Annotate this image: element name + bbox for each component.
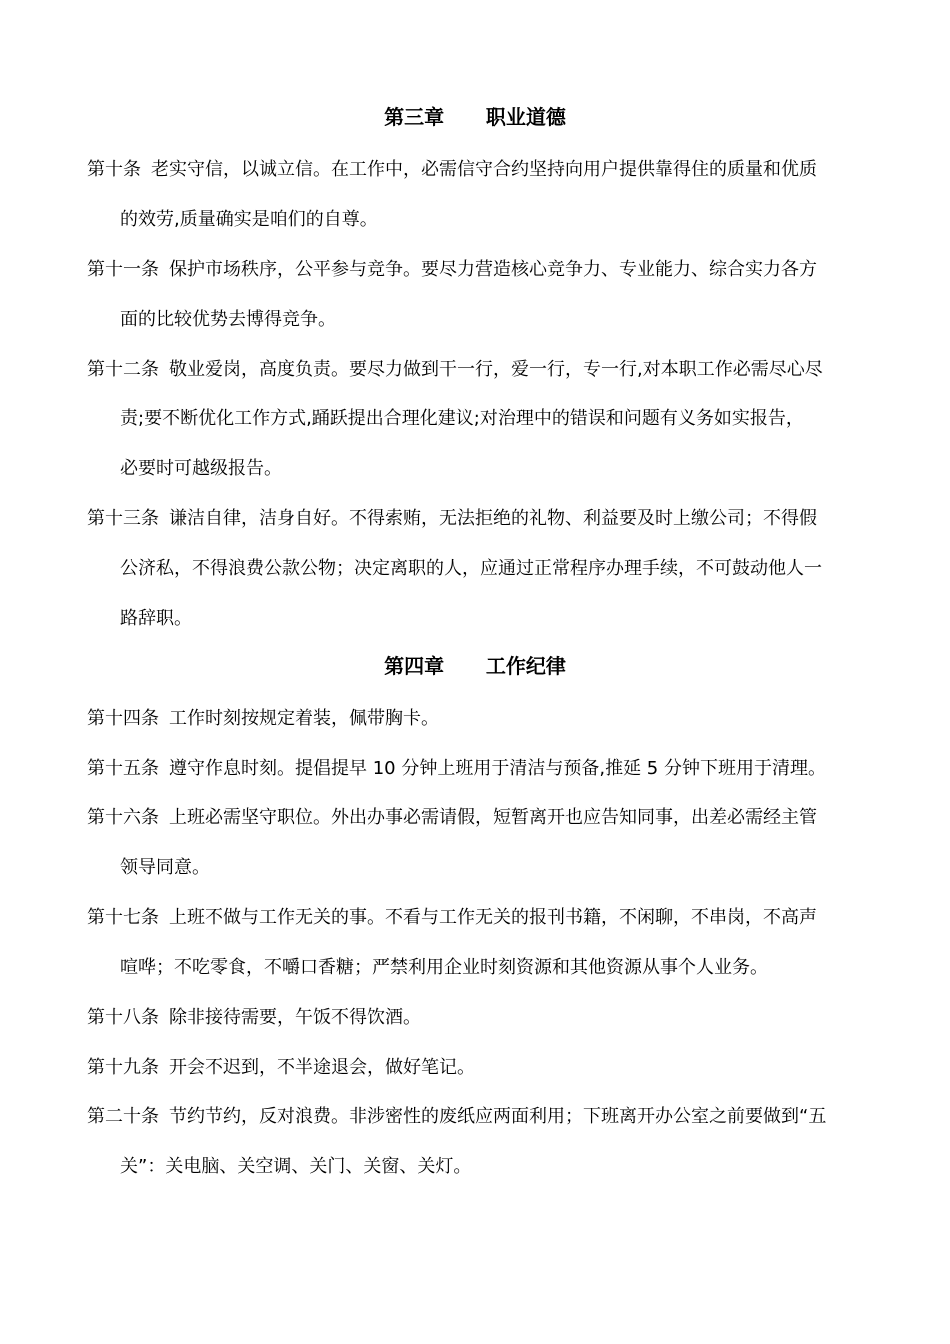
article-text-line: 敬业爱岗，高度负责。要尽力做到干一行，爱一行，专一行,对本职工作必需尽心尽 [169, 359, 823, 380]
article-text-line: 公济私，不得浪费公款公物；决定离职的人，应通过正常程序办理手续，不可鼓动他人一 [120, 558, 822, 579]
article-text-line: 喧哗；不吃零食，不嚼口香糖；严禁利用企业时刻资源和其他资源从事个人业务。 [120, 957, 768, 978]
article-number: 第十条 [87, 159, 141, 180]
article-number: 第十一条 [87, 259, 159, 280]
article-16 [87, 805, 817, 831]
article-15 [87, 756, 826, 782]
article-text-line: 节约节约，反对浪费。非涉密性的废纸应两面利用；下班离开办公室之前要做到“五 [169, 1106, 827, 1127]
article-text-line: 开会不迟到，不半途退会，做好笔记。 [169, 1057, 475, 1078]
article-number: 第十三条 [87, 508, 159, 529]
article-number: 第十八条 [87, 1007, 159, 1028]
article-12 [87, 357, 823, 383]
article-text-line: 关”：关电脑、关空调、关门、关窗、关灯。 [120, 1156, 472, 1177]
article-17 [87, 905, 817, 931]
article-text-line: 遵守作息时刻。提倡提早 10 分钟上班用于清洁与预备,推延 5 分钟下班用于清理。 [169, 758, 826, 779]
article-10 [87, 157, 817, 183]
article-text-line: 工作时刻按规定着装，佩带胸卡。 [169, 708, 439, 729]
article-number: 第十九条 [87, 1057, 159, 1078]
article-text-line: 路辞职。 [120, 608, 192, 629]
chapter-title: 第三章 职业道德 [384, 105, 566, 129]
article-18 [87, 1005, 421, 1031]
article-text-line: 责;要不断优化工作方式,踊跃提出合理化建议;对治理中的错误和问题有义务如实报告， [120, 408, 804, 429]
article-text-line: 保护市场秩序，公平参与竞争。要尽力营造核心竞争力、专业能力、综合实力各方 [169, 259, 817, 280]
article-20 [87, 1104, 826, 1130]
article-19 [87, 1055, 475, 1081]
article-text-line: 谦洁自律，洁身自好。不得索贿，无法拒绝的礼物、利益要及时上缴公司；不得假 [169, 508, 817, 529]
article-11 [87, 257, 817, 283]
article-13 [87, 506, 817, 532]
article-text-line: 上班必需坚守职位。外出办事必需请假，短暂离开也应告知同事，出差必需经主管 [169, 807, 817, 828]
article-number: 第十四条 [87, 708, 159, 729]
article-text-line: 的效劳,质量确实是咱们的自尊。 [120, 209, 378, 230]
article-text-line: 领导同意。 [120, 857, 210, 878]
article-number: 第二十条 [87, 1106, 159, 1127]
article-text-line: 必要时可越级报告。 [120, 458, 282, 479]
article-text-line: 除非接待需要，午饭不得饮酒。 [169, 1007, 421, 1028]
article-text-line: 面的比较优势去博得竞争。 [120, 309, 336, 330]
chapter-title: 第四章 工作纪律 [384, 654, 566, 678]
article-number: 第十七条 [87, 907, 159, 928]
article-number: 第十六条 [87, 807, 159, 828]
article-number: 第十五条 [87, 758, 159, 779]
article-14 [87, 706, 439, 732]
article-text-line: 老实守信，以诚立信。在工作中，必需信守合约坚持向用户提供靠得住的质量和优质 [151, 159, 817, 180]
article-text-line: 上班不做与工作无关的事。不看与工作无关的报刊书籍，不闲聊，不串岗，不高声 [169, 907, 817, 928]
article-number: 第十二条 [87, 359, 159, 380]
